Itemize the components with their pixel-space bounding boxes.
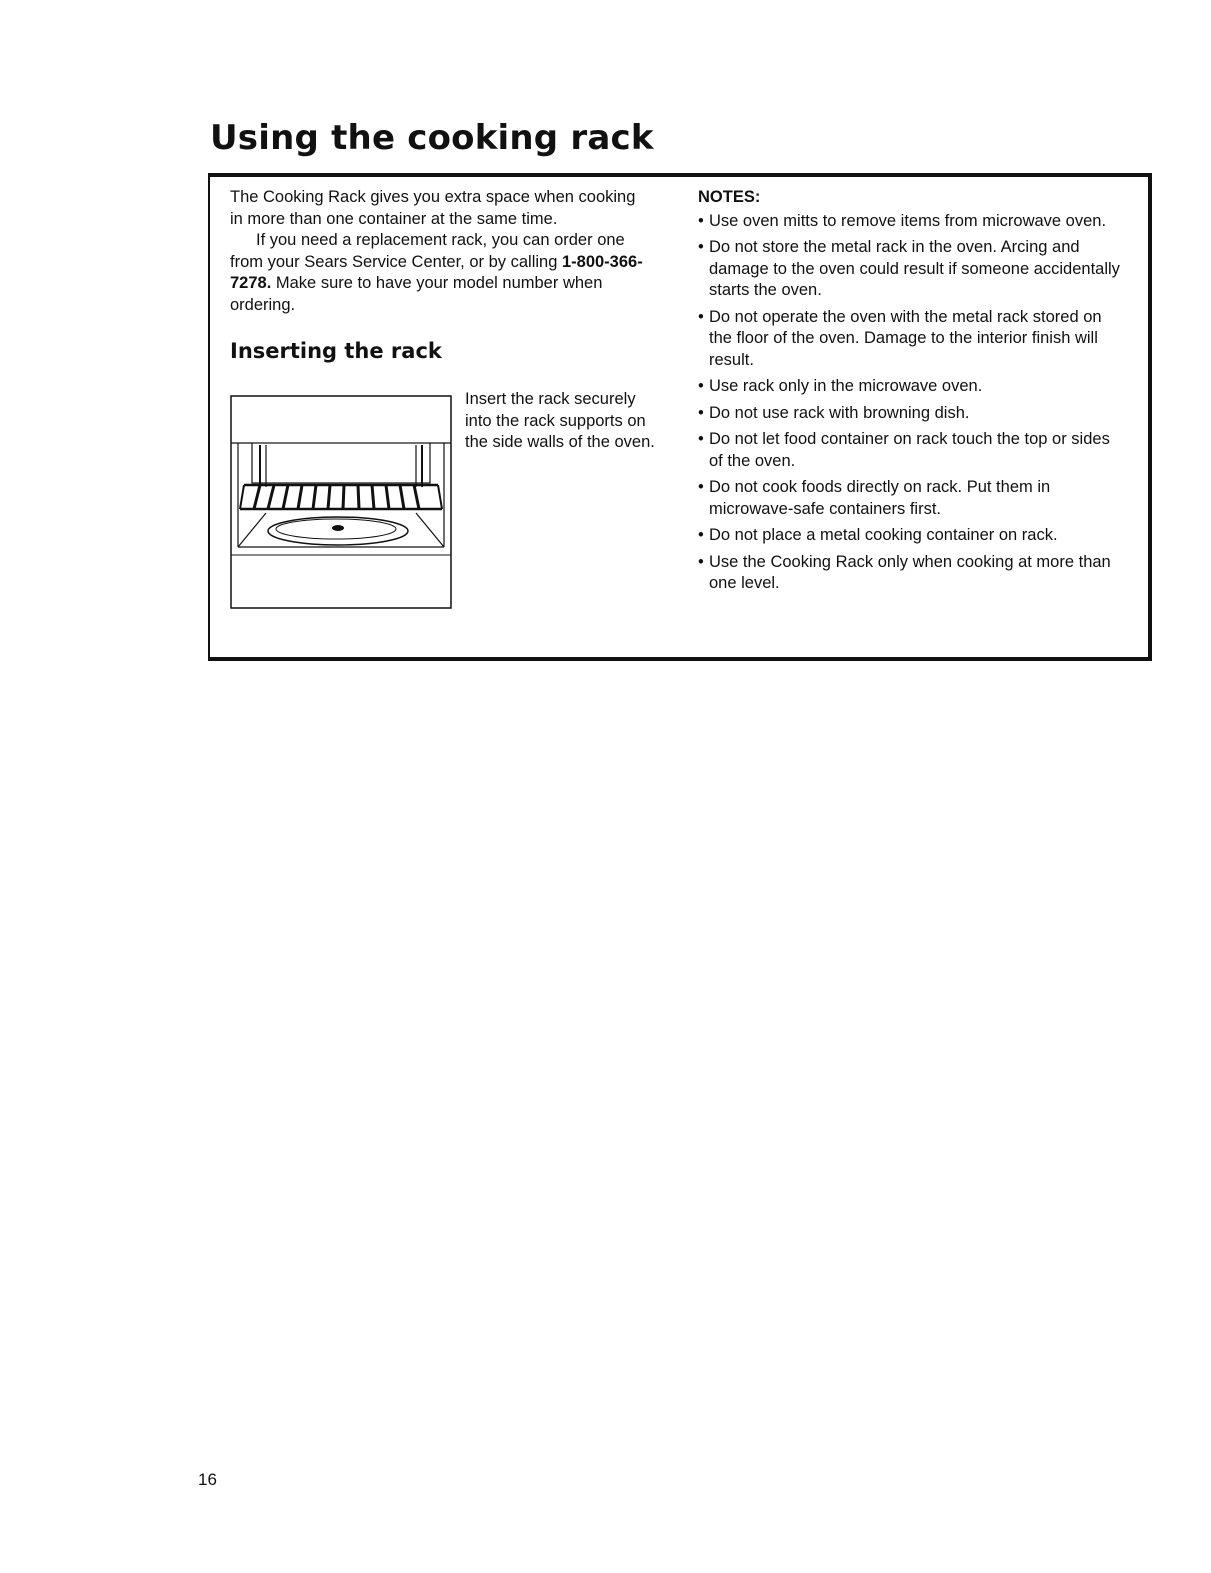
page-title: Using the cooking rack [210,118,654,158]
note-text: Do not operate the oven with the metal rack stored on the floor of the oven. Damage to the interior finish will result. [709,307,1102,369]
bullet-icon: • [698,377,704,395]
list-item [698,211,1128,233]
bullet-icon: • [698,211,704,230]
list-item [698,525,1128,547]
note-text: Do not store the metal rack in the oven. Arcing and damage to the oven could result if someone accidentally starts the oven. [709,238,1120,299]
model-number-text: Make sure to have your model number when ordering. [230,274,603,314]
bullet-icon: • [698,403,704,422]
content-box [208,173,1152,661]
bullet-icon: • [698,430,704,448]
notes-column [698,187,1128,600]
note-text: Do not let food container on rack touch the top or sides of the oven. [709,430,1110,470]
oven-rack-illustration [230,395,452,609]
notes-list [698,211,1128,595]
list-item [698,552,1128,595]
inserting-rack-heading: Inserting the rack [230,339,442,363]
note-text: Do not place a metal cooking container on rack. [709,526,1058,544]
note-text: Use oven mitts to remove items from microwave oven. [709,211,1107,230]
bullet-icon: • [698,552,704,571]
bullet-icon: • [698,526,704,544]
list-item [698,237,1128,302]
bullet-icon: • [698,307,704,326]
list-item [698,477,1128,520]
insert-rack-caption: Insert the rack securely into the rack supports on the side walls of the oven. [465,390,655,451]
list-item [698,376,1128,398]
list-item [698,429,1128,472]
bullet-icon: • [698,238,704,256]
list-item [698,403,1128,425]
replacement-text: If you need a replacement rack, you can order one from your Sears Service Center, or by calling [230,231,625,271]
page-number: 16 [198,1470,217,1489]
replacement-paragraph [230,230,650,316]
note-text: Do not cook foods directly on rack. Put them in microwave-safe containers first. [709,478,1051,518]
intro-paragraph: The Cooking Rack gives you extra space when cooking in more than one container at the same time. [230,188,636,228]
phone-number: 1-800-366-7278. [230,252,643,292]
intro-column [230,187,650,364]
bullet-icon: • [698,478,704,496]
notes-heading: NOTES: [698,188,761,206]
note-text: Use the Cooking Rack only when cooking at more than one level. [709,552,1111,592]
note-text: Do not use rack with browning dish. [709,403,970,422]
note-text: Use rack only in the microwave oven. [709,377,983,395]
list-item [698,307,1128,372]
